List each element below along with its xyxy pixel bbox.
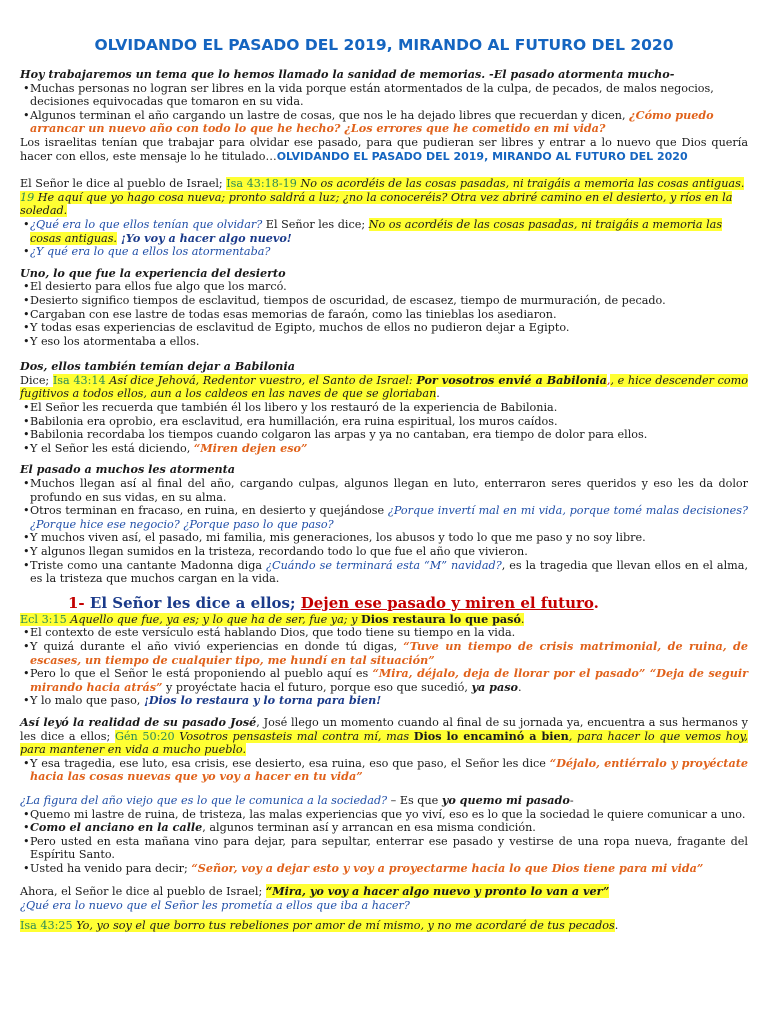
list-item (20, 218, 748, 245)
punctuation: . (614, 918, 619, 932)
list-item: • Y algunos llegan sumidos en la tristeza, recordando todo lo que fue el año que vivieron. (20, 545, 748, 559)
scripture-text: Yo, yo soy el que borro tus rebeliones por amor de mí mismo, y no me acordaré de tus pecados (72, 918, 615, 932)
quote-text: “Mira, déjalo, deja de llorar por el pasado” “Deja de seguir mirando hacia atrás” (30, 666, 748, 694)
scripture-text: He aquí que yo hago cosa nueva; pronto saldrá a luz; ¿no la conoceréis? Otra vez abriré camino en el desierto, y ríos en la soledad. (20, 190, 733, 218)
list-item (20, 109, 748, 136)
scripture-ref: Isa 43:18-19 (226, 177, 297, 191)
isa-43-14-paragraph: Dice; Isa 43:14 Así dice Jehová, Redentor vuestro, el Santo de Israel: Por vosotros envié a Babilonia,, e hice descender como fugitivos a todos ellos, aun a los caldeos en las naves de que se gloriaban. (20, 372, 748, 401)
scripture-ref: Isa 43:14 (52, 373, 106, 387)
list-item: • Cargaban con ese lastre de todas esas memorias de faraón, como las tinieblas los asediaron. (20, 308, 748, 322)
list-item (20, 821, 748, 835)
question-text: ¿Qué era lo que ellos tenían que olvidar? (30, 217, 263, 231)
punctuation: . (518, 680, 522, 694)
paragraph-text: , José llego un momento cuando al final de su jornada ya, encuentra a sus hermanos y les dice a ellos; (20, 715, 748, 743)
bullet-text: Usted ha venido para decir; (30, 861, 192, 875)
question-text: ¿La figura del año viejo que es lo que le comunica a la sociedad? (20, 793, 388, 807)
inline-title: OLVIDANDO EL PASADO DEL 2019, MIRANDO AL FUTURO DEL 2020 (276, 149, 688, 163)
bullet-text: Muchas personas no logran ser libres en la vida porque están atormentados de la culpa, de pecados, de malos negocios, decisiones equivocadas que tomaron en su vida. (30, 81, 714, 109)
list-item (20, 694, 748, 708)
verse-number: 19 (20, 190, 35, 204)
list-item: • Desierto significo tiempos de esclavitud, tiempos de oscuridad, de escasez, tiempo de murmuración, de pecado. (20, 294, 748, 308)
ahora-question: ¿Qué era lo nuevo que el Señor les prometía a ellos que iba a hacer? (20, 899, 410, 913)
punctuation: - (569, 793, 574, 807)
list-item: • Y todas esas experiencias de esclavitud de Egipto, muchos de ellos no pudieron dejar a Egipto. (20, 321, 748, 335)
list-item (20, 640, 748, 667)
quote-text: “Señor, voy a dejar esto y voy a proyectarme hacia lo que Dios tiene para mi vida” (191, 860, 704, 875)
bullet-text: Triste como una cantante Madonna diga (30, 558, 267, 572)
list-item: • El contexto de este versículo está hablando Dios, que todo tiene su tiempo en la vida. (20, 626, 748, 640)
scripture-ref: Isa 43:25 (20, 918, 73, 932)
intro-paragraph (20, 136, 748, 163)
list-item: • El desierto para ellos fue algo que los marcó. (20, 280, 748, 294)
list-item: • Pero usted en esta mañana vino para dejar, para sepultar, enterrar ese pasado y vestirse de una ropa nueva, fragante del Espíritu Santo. (20, 835, 748, 862)
section-heading-atormenta: El pasado a muchos les atormenta (20, 462, 236, 477)
paragraph-text: – Es que (387, 793, 442, 807)
section-heading-desierto: Uno, lo que fue la experiencia del desierto (20, 265, 286, 280)
emphasis-text: ¡Yo voy a hacer algo nuevo! (117, 230, 292, 245)
scripture-text: No os acordéis de las cosas pasadas, ni traigáis a memoria las cosas antiguas. (296, 177, 745, 191)
paragraph-text: Los israelitas tenían que trabajar para olvidar ese pasado, para que pudieran ser libres y entrar a lo nuevo que Dios quería hacer con ellos, este mensaje lo he titulado… (20, 135, 748, 163)
punctuation: . (520, 612, 525, 626)
document-title: OLVIDANDO EL PASADO DEL 2019, MIRANDO AL FUTURO DEL 2020 (94, 36, 674, 54)
scripture-emphasis: Por vosotros envié a Babilonia (416, 372, 607, 387)
section-heading-babilonia: Dos, ellos también temían dejar a Babilonia (20, 359, 295, 374)
emphasis-text: ya paso (471, 679, 518, 694)
bullet-text: Y quizá durante el año vivió experiencias en donde tú digas, (30, 639, 404, 653)
question-text: ¿Cuándo se terminará esta “M” navidad? (266, 558, 502, 572)
list-item (20, 442, 748, 456)
bullet-text: Y esa tragedia, ese luto, esa crisis, ese desierto, esa ruina, eso que paso, el Señor les dice (30, 756, 550, 770)
question-text: ¿Porque invertí mal en mi vida, porque tomé malas decisiones? ¿Porque hice ese negocio? ¿Porque paso lo que paso? (30, 504, 749, 531)
list-item: • Babilonia era oprobio, era esclavitud, era humillación, era ruina espiritual, los muros caídos. (20, 415, 748, 429)
list-item (20, 82, 748, 109)
question-text: ¿Y qué era lo que a ellos los atormentaba? (30, 245, 271, 259)
emphasis-text: Así leyó la realidad de su pasado José (20, 714, 257, 729)
jose-paragraph (20, 716, 748, 757)
scripture-ref: Ecl 3:15 (20, 612, 67, 626)
bullet-text: , es la tragedia que llevan ellos en el alma, es la tristeza que muchos cargan en la vida. (30, 558, 748, 586)
paragraph-text: Dice; (20, 373, 53, 387)
isa-43-paragraph (20, 177, 748, 218)
scripture-ref: Gén 50:20 (114, 729, 175, 743)
anio-viejo-heading (20, 794, 748, 808)
heading-text: El Señor les dice a ellos; (84, 593, 301, 612)
list-item: • Y muchos viven así, el pasado, mi familia, mis generaciones, los abusos y todo lo que me paso y no soy libre. (20, 531, 748, 545)
emphasis-text: ¡Dios lo restaura y lo torna para bien! (143, 693, 382, 708)
ecl-3-15-paragraph (20, 613, 748, 627)
scripture-text: , para hacer lo que vemos hoy, para mantener en vida a mucho pueblo. (20, 729, 748, 757)
bullet-text: Algunos terminan el año cargando un lastre de cosas, que nos le ha dejado libres que recuerdan y dicen, (30, 108, 630, 122)
emphasis-text: yo quemo mi pasado (441, 792, 570, 807)
section-1-heading (68, 594, 748, 612)
list-item (20, 559, 748, 586)
quote-text: “Miren dejen eso” (193, 440, 308, 455)
bullet-text: Pero lo que el Señor le está proponiendo al pueblo aquí es (30, 667, 373, 681)
quote-text: “Mira, yo voy a hacer algo nuevo y pronto lo van a ver” (265, 884, 610, 899)
heading-emphasis: Dejen ese pasado y miren el futuro (300, 593, 594, 612)
bullet-question: ¿Cómo puedo arrancar un nuevo año con todo lo que he hecho? ¿Los errores que he cometido en mi vida? (30, 107, 714, 136)
quote-text: “Tuve un tiempo de crisis matrimonial, de ruina, de escases, un tiempo de cualquier tipo, me hundí en tal situación” (30, 638, 748, 667)
section-number: 1- (68, 593, 85, 612)
bullet-text: Y el Señor les está diciendo, (30, 441, 194, 455)
list-item (20, 667, 748, 694)
bullet-text: Otros terminan en fracaso, en ruina, en desierto y quejándose (30, 504, 388, 518)
list-item (20, 245, 748, 259)
ahora-paragraph (20, 885, 748, 899)
punctuation: . (436, 387, 440, 401)
list-item: • Babilonia recordaba los tiempos cuando colgaron las arpas y ya no cantaban, era tiempo de dolor para ellos. (20, 428, 748, 442)
bullet-text: y proyéctate hacia el futuro, porque eso que sucedió, (162, 680, 472, 694)
isa-43-25-paragraph (20, 919, 748, 933)
scripture-text: No os acordéis de las cosas pasadas, ni traigáis a memoria las cosas antiguas. (30, 217, 723, 245)
scripture-text: Vosotros pensasteis mal contra mí, mas (174, 729, 414, 743)
paragraph-text: Ahora, el Señor le dice al pueblo de Israel; (20, 885, 266, 899)
list-item (20, 862, 748, 876)
list-item: • Quemo mi lastre de ruina, de tristeza, las malas experiencias que yo viví, eso es lo que la sociedad le quiere comunicar a uno. (20, 808, 748, 822)
scripture-text: Aquello que fue, ya es; y lo que ha de ser, fue ya; y (66, 612, 361, 626)
emphasis-text: Como el anciano en la calle (30, 820, 203, 835)
intro-heading: Hoy trabajaremos un tema que lo hemos llamado la sanidad de memorias. -El pasado atormenta mucho- (20, 67, 675, 81)
list-item (20, 757, 748, 784)
scripture-text: , e hice descender como fugitivos a todos ellos, aun a los caldeos en las naves de que se gloriaban (20, 373, 748, 401)
punctuation: . (593, 593, 599, 612)
bullet-text: , algunos terminan así y arrancan en esa misma condición. (202, 821, 536, 835)
paragraph-text: El Señor le dice al pueblo de Israel; (20, 177, 227, 191)
quote-text: “Déjalo, entiérralo y proyéctate hacia las cosas nuevas que yo voy a hacer en tu vida” (30, 755, 748, 784)
scripture-text: Así dice Jehová, Redentor vuestro, el Santo de Israel: (105, 373, 417, 387)
list-item: • Muchos llegan así al final del año, cargando culpas, algunos llegan en luto, enterraron seres queridos y eso les da dolor profundo en sus vidas, en su alma. (20, 477, 748, 504)
bullet-text: El Señor les dice; (262, 217, 369, 231)
scripture-emphasis: Dios restaura lo que pasó (361, 611, 521, 626)
bullet-text: Y lo malo que paso, (30, 694, 144, 708)
list-item: • El Señor les recuerda que también él los libero y los restauró de la experiencia de Babilonia. (20, 401, 748, 415)
list-item (20, 504, 748, 531)
scripture-emphasis: Dios lo encaminó a bien (413, 728, 569, 743)
list-item: • Y eso los atormentaba a ellos. (20, 335, 748, 349)
